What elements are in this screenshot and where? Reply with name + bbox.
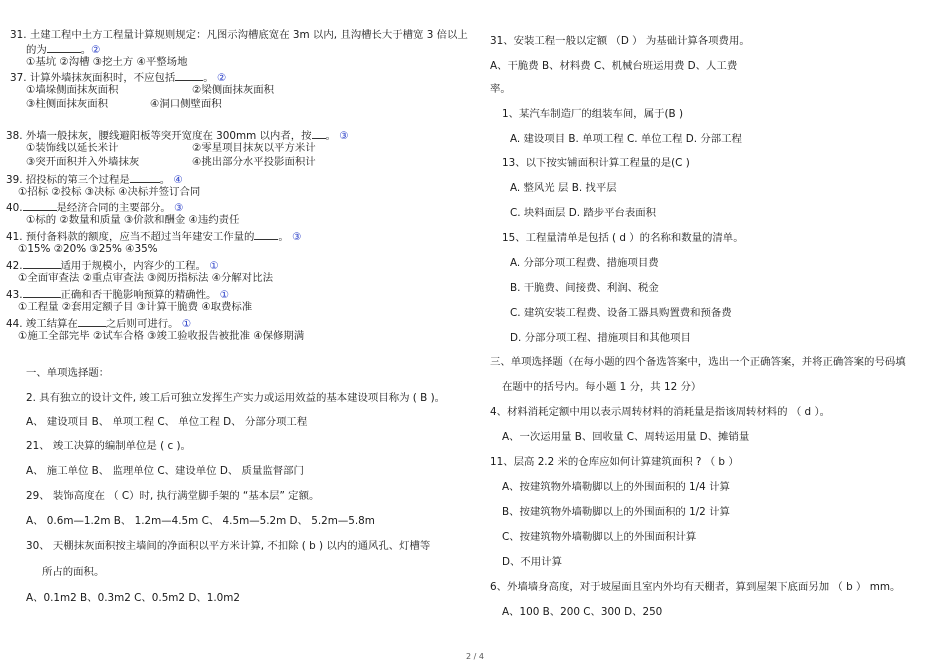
r15-option-d: D. 分部分项工程、措施项目和其他项目 [510,332,691,344]
q44-line: 44. 竣工结算在 之后则可进行。 ① [6,318,192,330]
s29-question: 29、 装饰高度在 （ C）时, 执行满堂脚手架的 “基本层” 定额。 [26,490,320,502]
q31-options: ①基坑 ②沟槽 ③挖土方 ④平整场地 [26,56,188,68]
q40-answer: ③ [174,202,184,214]
r15-option-b: B. 干脆费、间接费、利润、税金 [510,282,659,294]
q37-option-2: ②梁侧面抹灰面积 [192,84,275,96]
q41-answer: ③ [292,231,302,243]
r11-option-d: D、不用计算 [502,556,562,568]
s21-question: 21、 竣工决算的编制单位是 ( c )。 [26,440,191,452]
r31-question: 31、安装工程一般以定额 （D ） 为基础计算各项费用。 [490,35,750,47]
page-number: 2 / 4 [466,652,484,661]
q42-options: ①全面审查法 ②重点审查法 ③阅历指标法 ④分解对比法 [18,272,273,284]
r31-options: A、干脆费 B、材料费 C、机械台班运用费 D、人工费 [490,60,738,72]
r11-option-c: C、按建筑物外墙勒脚以上的外围面积计算 [502,531,697,543]
r11-option-b: B、按建筑物外墙勒脚以上的外围面积的 1/2 计算 [502,506,730,518]
section-heading-3-line2: 在题中的括号内。每小题 1 分，共 12 分） [502,381,702,393]
q40-line: 40. 是经济合同的主要部分。 ③ [6,202,184,214]
r15-option-c: C. 建筑安装工程费、设备工器具购置费和预备费 [510,307,732,319]
s29-options: A、 0.6m—1.2m B、 1.2m—4.5m C、 4.5m—5.2m D、 5.2m—5.8m [26,515,375,527]
r4-options: A、一次运用量 B、回收量 C、周转运用量 D、摊销量 [502,431,750,443]
r6-question: 6、外墙墙身高度，对于坡屋面且室内外均有天棚者，算到屋架下底面另加 （ b ） mm。 [490,581,901,593]
section-heading-1: 一、单项选择题： [26,367,110,379]
r13-options-2: C. 块料面层 D. 踏步平台表面积 [510,207,657,219]
q44-options: ①施工全部完毕 ②试车合格 ③竣工验收报告被批准 ④保修期满 [18,330,305,342]
r4-question: 4、材料消耗定额中用以表示周转材料的消耗量是指该周转材料的 （ d ）。 [490,406,831,418]
q43-options: ①工程量 ②套用定额子目 ③计算干脆费 ④取费标准 [18,301,253,313]
q37-option-1: ①墙垛侧面抹灰面积 [26,84,119,96]
q31-answer: ② [91,44,101,56]
q37-line: 37. 计算外墙抹灰面积时，不应包括 。 ② [10,72,227,84]
q31-line1: 31. 土建工程中土方工程量计算规则规定：凡图示沟槽底宽在 3m 以内, 且沟槽长大于槽宽 3 倍以上 [10,29,468,41]
q39-answer: ④ [173,174,183,186]
s30-question-line1: 30、 天棚抹灰面积按主墙间的净面积以平方米计算, 不扣除 ( b ) 以内的通风孔、灯槽等 [26,540,431,552]
r11-question: 11、层高 2.2 米的仓库应如何计算建筑面积 ? （ b ） [490,456,739,468]
q43-answer: ① [219,289,230,301]
q43-line: 43. 正确和否干脆影响预算的精确性。 ① [6,289,230,301]
s30-question-line2: 所占的面积。 [42,566,105,578]
s30-options: A、0.1m2 B、0.3m2 C、0.5m2 D、1.0m2 [26,592,240,604]
q37-answer: ② [217,72,227,84]
q38-option-3: ③突开面积并入外墙抹灰 [26,156,140,168]
section-heading-3-line1: 三、单项选择题（在每小题的四个备选答案中，选出一个正确答案，并将正确答案的号码填 [490,356,906,368]
q37-option-3: ③柱侧面抹灰面积 [26,98,109,110]
r1-question: 1、某汽车制造厂的组装车间，属于(B ) [502,108,684,120]
q38-line: 38. 外墙一般抹灰，腰线避阳板等突开宽度在 300mm 以内者，按 。 ③ [6,130,349,142]
r11-option-a: A、按建筑物外墙勒脚以上的外围面积的 1/4 计算 [502,481,730,493]
r1-options: A. 建设项目 B. 单项工程 C. 单位工程 D. 分部工程 [510,133,742,145]
r15-option-a: A. 分部分项工程费、措施项目费 [510,257,659,269]
r13-question: 13、以下按实铺面积计算工程量的是(C ) [502,157,690,169]
q39-line: 39. 招投标的第三个过程是 。 ④ [6,174,183,186]
s2-question: 2. 具有独立的设计文件, 竣工后可独立发挥生产实力或运用效益的基本建设项目称为 ( B )。 [26,392,446,404]
q39-options: ①招标 ②投标 ③决标 ④决标并签订合同 [18,186,201,198]
s2-options: A、 建设项目 B、 单项工程 C、 单位工程 D、 分部分项工程 [26,416,308,428]
s21-options: A、 施工单位 B、 监理单位 C、建设单位 D、 质量监督部门 [26,465,304,477]
q38-option-4: ④挑出部分水平投影面积计 [192,156,316,168]
q37-option-4: ④洞口侧壁面积 [150,98,222,110]
q31-line2: 的为 。② [26,44,101,56]
r31-tail: 率。 [490,83,511,95]
q41-options: ①15% ②20% ③25% ④35% [18,243,158,255]
q40-options: ①标的 ②数量和质量 ③价款和酬金 ④违约责任 [26,214,240,226]
q38-option-1: ①装饰线以延长米计 [26,142,119,154]
q42-answer: ① [209,260,219,272]
q38-answer: ③ [339,130,349,142]
r15-question: 15、工程量清单是包括 ( d ）的名称和数量的清单。 [502,232,744,244]
r6-options: A、100 B、200 C、300 D、250 [502,606,663,618]
r13-options-1: A. 整风光 层 B. 找平层 [510,182,617,194]
q41-line: 41. 预付备料款的额度，应当不超过当年建安工作量的 。 ③ [6,231,302,243]
q44-answer: ① [181,318,192,330]
q38-option-2: ②零星项目抹灰以平方米计 [192,142,316,154]
q42-line: 42. 适用于规模小，内容少的工程。 ① [6,260,219,272]
